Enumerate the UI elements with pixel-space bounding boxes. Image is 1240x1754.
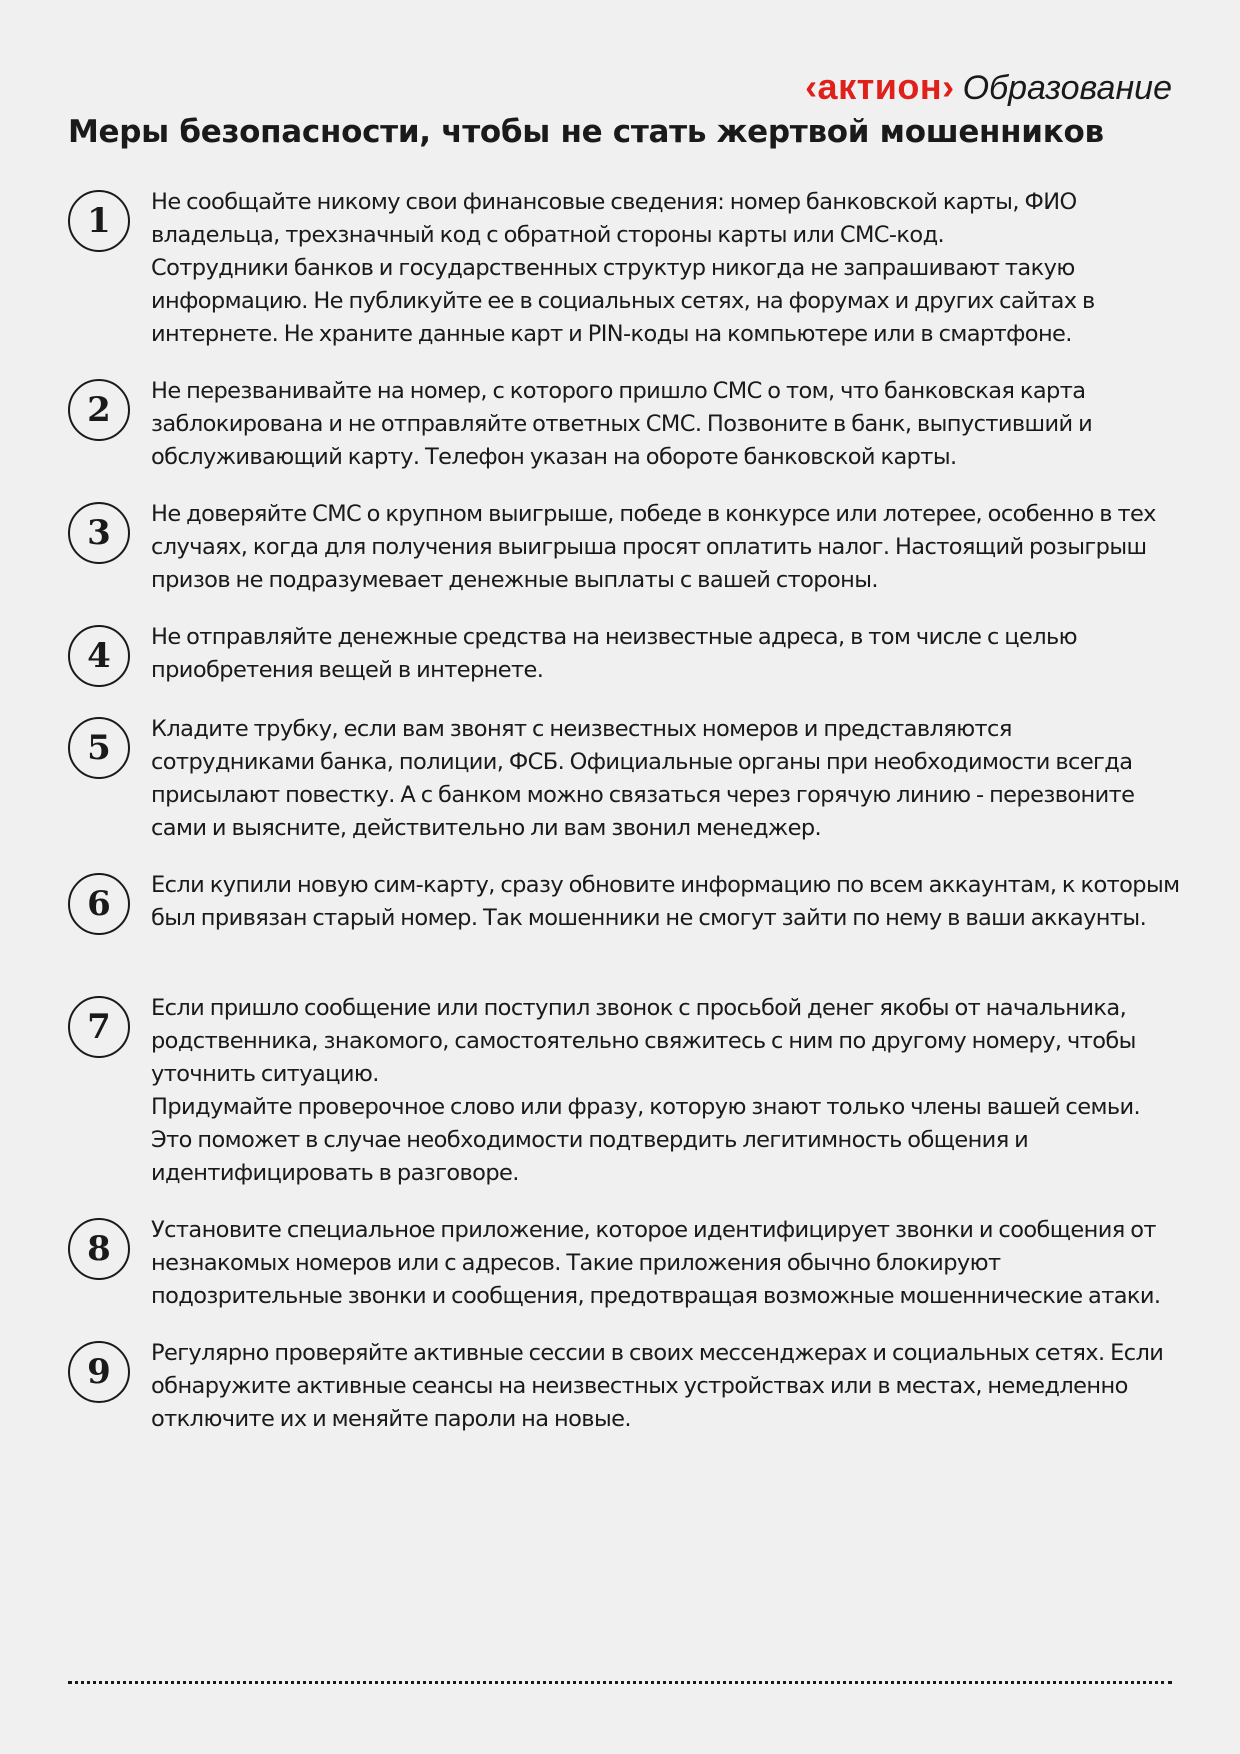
item-text [151,498,1180,597]
list-item [68,1214,1180,1313]
item-paragraph: Сотрудники банков и государственных структур никогда не запрашивают такую информацию. Не публикуйте ее в социальных сетях, на форумах и других сайтах в интернете. Не храните данные карт и PIN-коды на компьютере или в смартфоне. [151,255,1095,347]
page-title: Меры безопасности, чтобы не стать жертвой мошенников [68,114,1104,150]
item-paragraph: Установите специальное приложение, которое идентифицирует звонки и сообщения от незнакомых номеров или с адресов. Такие приложения обычно блокируют подозрительные звонки и сообщения, предотвращая возможные мошеннические атаки. [151,1217,1161,1309]
item-paragraph: Не отправляйте денежные средства на неизвестные адреса, в том числе с целью приобретения вещей в интернете. [151,624,1078,683]
logo-mark: ‹актион› [805,66,955,107]
item-number-circle: 1 [68,190,130,252]
logo-text: Образование [962,69,1172,107]
item-paragraph: Придумайте проверочное слово или фразу, которую знают только члены вашей семьи. Это поможет в случае необходимости подтвердить легитимность общения и идентифицировать в разговоре. [151,1094,1141,1186]
list-item [68,621,1180,687]
item-paragraph: Не перезванивайте на номер, с которого пришло СМС о том, что банковская карта заблокирована и не отправляйте ответных СМС. Позвоните в банк, выпустивший и обслуживающий карту. Телефон указан на обороте банковской карты. [151,378,1093,470]
item-paragraph: Регулярно проверяйте активные сессии в своих мессенджерах и социальных сетях. Если обнаружите активные сеансы на неизвестных устройствах или в местах, немедленно отключите их и меняйте пароли на новые. [151,1340,1164,1432]
item-text [151,869,1180,935]
item-number-circle: 9 [68,1341,130,1403]
list-item [68,992,1180,1190]
item-number-circle: 6 [68,873,130,935]
list-item [68,869,1180,935]
item-paragraph: Не доверяйте СМС о крупном выигрыше, победе в конкурсе или лотерее, особенно в тех случаях, когда для получения выигрыша просят оплатить налог. Настоящий розыгрыш призов не подразумевает денежные выплаты с вашей стороны. [151,501,1156,593]
item-number-circle: 5 [68,717,130,779]
item-text [151,375,1180,474]
item-text [151,186,1180,351]
item-text [151,992,1180,1190]
item-text [151,621,1180,687]
list-item [68,186,1180,351]
list-item [68,498,1180,597]
footer-dotted-divider [68,1681,1172,1684]
item-paragraph: Не сообщайте никому свои финансовые сведения: номер банковской карты, ФИО владельца, трехзначный код с обратной стороны карты или СМС-код. [151,189,1077,248]
item-paragraph: Кладите трубку, если вам звонят с неизвестных номеров и представляются сотрудниками банка, полиции, ФСБ. Официальные органы при необходимости всегда присылают повестку. А с банком можно связаться через горячую линию - перезвоните сами и выясните, действительно ли вам звонил менеджер. [151,716,1135,841]
item-text [151,1337,1180,1436]
item-number-circle: 3 [68,502,130,564]
item-text [151,713,1180,845]
list-item [68,1337,1180,1436]
brand-logo [805,66,1172,108]
item-paragraph: Если пришло сообщение или поступил звонок с просьбой денег якобы от начальника, родственника, знакомого, самостоятельно свяжитесь с ним по другому номеру, чтобы уточнить ситуацию. [151,995,1136,1087]
item-number-circle: 2 [68,379,130,441]
item-text [151,1214,1180,1313]
list-item [68,375,1180,474]
item-number-circle: 8 [68,1218,130,1280]
item-paragraph: Если купили новую сим-карту, сразу обновите информацию по всем аккаунтам, к которым был привязан старый номер. Так мошенники не смогут зайти по нему в ваши аккаунты. [151,872,1180,931]
item-number-circle: 4 [68,625,130,687]
list-item [68,713,1180,845]
item-number-circle: 7 [68,996,130,1058]
